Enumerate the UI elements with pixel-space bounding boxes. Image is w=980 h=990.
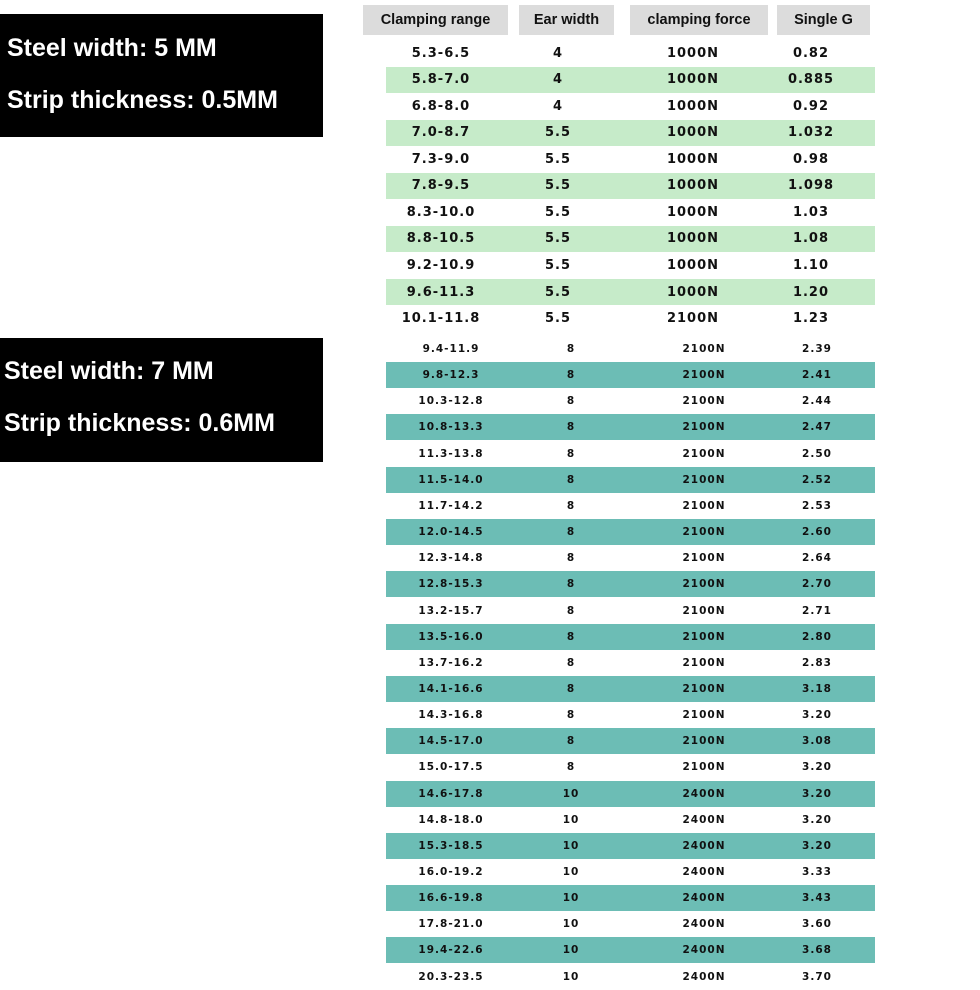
table-row — [386, 937, 875, 963]
ear-width-cell: 5.5 — [544, 231, 572, 247]
ear-width-cell: 8 — [566, 656, 576, 669]
ear-width-cell: 10 — [562, 866, 580, 878]
table-row — [386, 226, 875, 252]
table-row — [386, 807, 875, 833]
clamping-range-cell: 13.5-16.0 — [418, 630, 484, 643]
strip-thickness-label: Strip thickness: 0.6MM — [4, 409, 275, 437]
single-g-cell: 1.23 — [792, 311, 830, 327]
ear-width-cell: 8 — [566, 369, 576, 382]
single-g-cell: 2.70 — [802, 578, 832, 591]
ear-width-cell: 10 — [562, 839, 580, 852]
single-g-cell: 3.60 — [802, 918, 832, 931]
clamping-range-cell: 11.7-14.2 — [418, 499, 484, 512]
ear-width-cell: 8 — [566, 499, 576, 512]
ear-width-cell: 8 — [566, 682, 576, 695]
table-row — [386, 650, 875, 676]
ear-width-cell: 4 — [552, 72, 564, 88]
clamping-force-cell: 1000N — [666, 45, 720, 61]
clamping-force-cell: 2400N — [682, 918, 726, 931]
ear-width-cell: 5.5 — [544, 204, 572, 220]
table-row — [386, 911, 875, 937]
ear-width-cell: 8 — [566, 343, 576, 355]
clamping-range-cell: 8.8-10.5 — [406, 231, 476, 247]
clamping-force-cell: 1000N — [666, 231, 720, 247]
clamping-force-cell: 2400N — [682, 813, 726, 826]
clamping-force-cell: 2100N — [682, 630, 726, 643]
clamping-range-cell: 15.0-17.5 — [418, 761, 484, 774]
table-row — [386, 67, 875, 93]
clamping-force-cell: 2400N — [682, 866, 726, 878]
ear-width-cell: 8 — [566, 395, 576, 408]
clamping-range-cell: 13.2-15.7 — [418, 604, 484, 617]
clamping-force-cell: 1000N — [666, 72, 720, 88]
clamping-range-cell: 7.8-9.5 — [411, 178, 471, 194]
ear-width-cell: 10 — [562, 918, 580, 931]
clamping-force-cell: 2400N — [682, 892, 726, 905]
clamping-force-cell: 1000N — [666, 125, 720, 141]
table-row — [386, 833, 875, 859]
single-g-cell: 2.80 — [802, 630, 832, 643]
single-g-cell: 3.70 — [802, 970, 832, 983]
clamping-force-cell: 1000N — [666, 204, 720, 220]
clamping-range-cell: 13.7-16.2 — [418, 656, 484, 669]
single-g-cell: 3.20 — [802, 709, 832, 722]
clamping-range-cell: 5.3-6.5 — [411, 45, 471, 61]
ear-width-cell: 8 — [566, 473, 576, 486]
single-g-cell: 0.92 — [792, 98, 830, 114]
clamping-force-cell: 2100N — [682, 499, 726, 512]
table-row — [386, 40, 875, 66]
ear-width-cell: 8 — [566, 761, 576, 774]
single-g-cell: 1.20 — [792, 284, 830, 300]
single-g-cell: 2.47 — [802, 421, 832, 434]
table-row — [386, 336, 875, 362]
clamping-force-cell: 2100N — [682, 395, 726, 408]
ear-width-cell: 8 — [566, 552, 576, 565]
table-row — [386, 519, 875, 545]
header-clamping-range: Clamping range — [363, 5, 508, 35]
clamping-force-cell: 2400N — [682, 839, 726, 852]
table-row — [386, 199, 875, 225]
clamping-range-cell: 12.8-15.3 — [418, 578, 484, 591]
ear-width-cell: 5.5 — [544, 151, 572, 167]
clamping-range-cell: 14.1-16.6 — [418, 682, 484, 695]
clamping-force-cell: 1000N — [666, 284, 720, 300]
table-row — [386, 467, 875, 493]
single-g-cell: 2.60 — [802, 526, 832, 539]
table-row — [386, 545, 875, 571]
single-g-cell: 2.83 — [802, 656, 832, 669]
ear-width-cell: 8 — [566, 447, 576, 460]
table-row — [386, 173, 875, 199]
clamping-range-cell: 7.3-9.0 — [411, 151, 471, 167]
ear-width-cell: 5.5 — [544, 178, 572, 194]
table-row — [386, 146, 875, 172]
steel-width-label: Steel width: 5 MM — [7, 34, 217, 62]
single-g-cell: 1.032 — [787, 125, 835, 141]
clamping-force-cell: 2100N — [682, 526, 726, 539]
table-row — [386, 252, 875, 278]
table-row — [386, 754, 875, 780]
single-g-cell: 2.39 — [802, 343, 832, 355]
header-ear-width: Ear width — [519, 5, 614, 35]
clamping-force-cell: 2100N — [682, 421, 726, 434]
clamping-force-cell: 2400N — [682, 970, 726, 983]
clamping-range-cell: 20.3-23.5 — [418, 970, 484, 983]
single-g-cell: 3.33 — [802, 866, 832, 878]
single-g-cell: 1.10 — [792, 258, 830, 274]
table-row — [386, 571, 875, 597]
header-clamping-force: clamping force — [630, 5, 768, 35]
single-g-cell: 0.98 — [792, 151, 830, 167]
clamping-range-cell: 16.0-19.2 — [418, 866, 484, 878]
clamping-force-cell: 2100N — [666, 311, 720, 327]
table-row — [386, 388, 875, 414]
clamping-force-cell: 2100N — [682, 343, 726, 355]
ear-width-cell: 4 — [552, 45, 564, 61]
clamping-range-cell: 10.1-11.8 — [401, 311, 481, 327]
single-g-cell: 3.68 — [802, 944, 832, 957]
single-g-cell: 0.82 — [792, 45, 830, 61]
clamping-range-cell: 12.3-14.8 — [418, 552, 484, 565]
clamping-force-cell: 1000N — [666, 178, 720, 194]
single-g-cell: 3.20 — [802, 813, 832, 826]
ear-width-cell: 5.5 — [544, 284, 572, 300]
table-row — [386, 702, 875, 728]
table-row — [386, 120, 875, 146]
single-g-cell: 2.53 — [802, 499, 832, 512]
single-g-cell: 2.44 — [802, 395, 832, 408]
single-g-cell: 3.08 — [802, 735, 832, 748]
single-g-cell: 3.20 — [802, 761, 832, 774]
ear-width-cell: 10 — [562, 813, 580, 826]
clamping-range-cell: 9.6-11.3 — [406, 284, 476, 300]
clamping-force-cell: 1000N — [666, 151, 720, 167]
table-row — [386, 624, 875, 650]
clamping-range-cell: 11.3-13.8 — [418, 447, 484, 460]
clamping-force-cell: 2400N — [682, 944, 726, 957]
single-g-cell: 2.41 — [802, 369, 832, 382]
ear-width-cell: 8 — [566, 578, 576, 591]
clamping-force-cell: 2100N — [682, 682, 726, 695]
clamping-range-cell: 14.5-17.0 — [418, 735, 484, 748]
clamping-force-cell: 2100N — [682, 656, 726, 669]
ear-width-cell: 8 — [566, 526, 576, 539]
clamping-force-cell: 2100N — [682, 369, 726, 382]
clamping-range-cell: 14.6-17.8 — [418, 787, 484, 800]
clamping-force-cell: 2100N — [682, 578, 726, 591]
clamping-force-cell: 2100N — [682, 761, 726, 774]
clamping-force-cell: 2100N — [682, 735, 726, 748]
steel-width-label: Steel width: 7 MM — [4, 357, 214, 385]
clamping-force-cell: 1000N — [666, 98, 720, 114]
clamping-force-cell: 1000N — [666, 258, 720, 274]
ear-width-cell: 8 — [566, 421, 576, 434]
clamping-range-cell: 17.8-21.0 — [418, 918, 484, 931]
clamping-range-cell: 10.3-12.8 — [418, 395, 484, 408]
clamping-range-cell: 8.3-10.0 — [406, 204, 476, 220]
ear-width-cell: 5.5 — [544, 125, 572, 141]
table-row — [386, 781, 875, 807]
ear-width-cell: 10 — [562, 787, 580, 800]
clamping-range-cell: 9.8-12.3 — [422, 369, 480, 382]
ear-width-cell: 4 — [552, 98, 564, 114]
clamping-range-cell: 9.2-10.9 — [406, 258, 476, 274]
ear-width-cell: 8 — [566, 604, 576, 617]
single-g-cell: 3.18 — [802, 682, 832, 695]
ear-width-cell: 10 — [562, 970, 580, 983]
single-g-cell: 1.03 — [792, 204, 830, 220]
clamping-range-cell: 11.5-14.0 — [418, 473, 484, 486]
clamping-force-cell: 2100N — [682, 473, 726, 486]
single-g-cell: 1.08 — [792, 231, 830, 247]
clamping-range-cell: 15.3-18.5 — [418, 839, 484, 852]
table-row — [386, 441, 875, 467]
clamping-force-cell: 2400N — [682, 787, 726, 800]
clamping-range-cell: 16.6-19.8 — [418, 892, 484, 905]
clamping-range-cell: 5.8-7.0 — [411, 72, 471, 88]
clamping-range-cell: 19.4-22.6 — [418, 944, 484, 957]
table-row — [386, 964, 875, 990]
clamping-force-cell: 2100N — [682, 552, 726, 565]
strip-thickness-label: Strip thickness: 0.5MM — [7, 86, 278, 114]
ear-width-cell: 8 — [566, 735, 576, 748]
single-g-cell: 1.098 — [787, 178, 835, 194]
clamping-range-cell: 7.0-8.7 — [411, 125, 471, 141]
table-row — [386, 728, 875, 754]
table-row — [386, 362, 875, 388]
table-row — [386, 885, 875, 911]
table-row — [386, 279, 875, 305]
single-g-cell: 2.71 — [802, 604, 832, 617]
single-g-cell: 3.20 — [802, 839, 832, 852]
single-g-cell: 2.64 — [802, 552, 832, 565]
ear-width-cell: 10 — [562, 892, 580, 905]
table-row — [386, 859, 875, 885]
single-g-cell: 3.43 — [802, 892, 832, 905]
clamping-force-cell: 2100N — [682, 709, 726, 722]
single-g-cell: 2.50 — [802, 447, 832, 460]
header-single-g: Single G — [777, 5, 870, 35]
ear-width-cell: 8 — [566, 709, 576, 722]
clamping-range-cell: 14.3-16.8 — [418, 709, 484, 722]
single-g-cell: 2.52 — [802, 473, 832, 486]
clamping-range-cell: 12.0-14.5 — [418, 526, 484, 539]
table-row — [386, 414, 875, 440]
table-row — [386, 306, 875, 332]
clamping-range-cell: 6.8-8.0 — [411, 98, 471, 114]
table-row — [386, 493, 875, 519]
ear-width-cell: 10 — [562, 944, 580, 957]
clamping-range-cell: 10.8-13.3 — [418, 421, 484, 434]
ear-width-cell: 8 — [566, 630, 576, 643]
table-row — [386, 598, 875, 624]
clamping-range-cell: 9.4-11.9 — [422, 343, 480, 355]
single-g-cell: 0.885 — [787, 72, 835, 88]
single-g-cell: 3.20 — [802, 787, 832, 800]
clamping-range-cell: 14.8-18.0 — [418, 813, 484, 826]
table-row — [386, 93, 875, 119]
ear-width-cell: 5.5 — [544, 258, 572, 274]
ear-width-cell: 5.5 — [544, 311, 572, 327]
table-row — [386, 676, 875, 702]
clamping-force-cell: 2100N — [682, 604, 726, 617]
clamping-force-cell: 2100N — [682, 447, 726, 460]
